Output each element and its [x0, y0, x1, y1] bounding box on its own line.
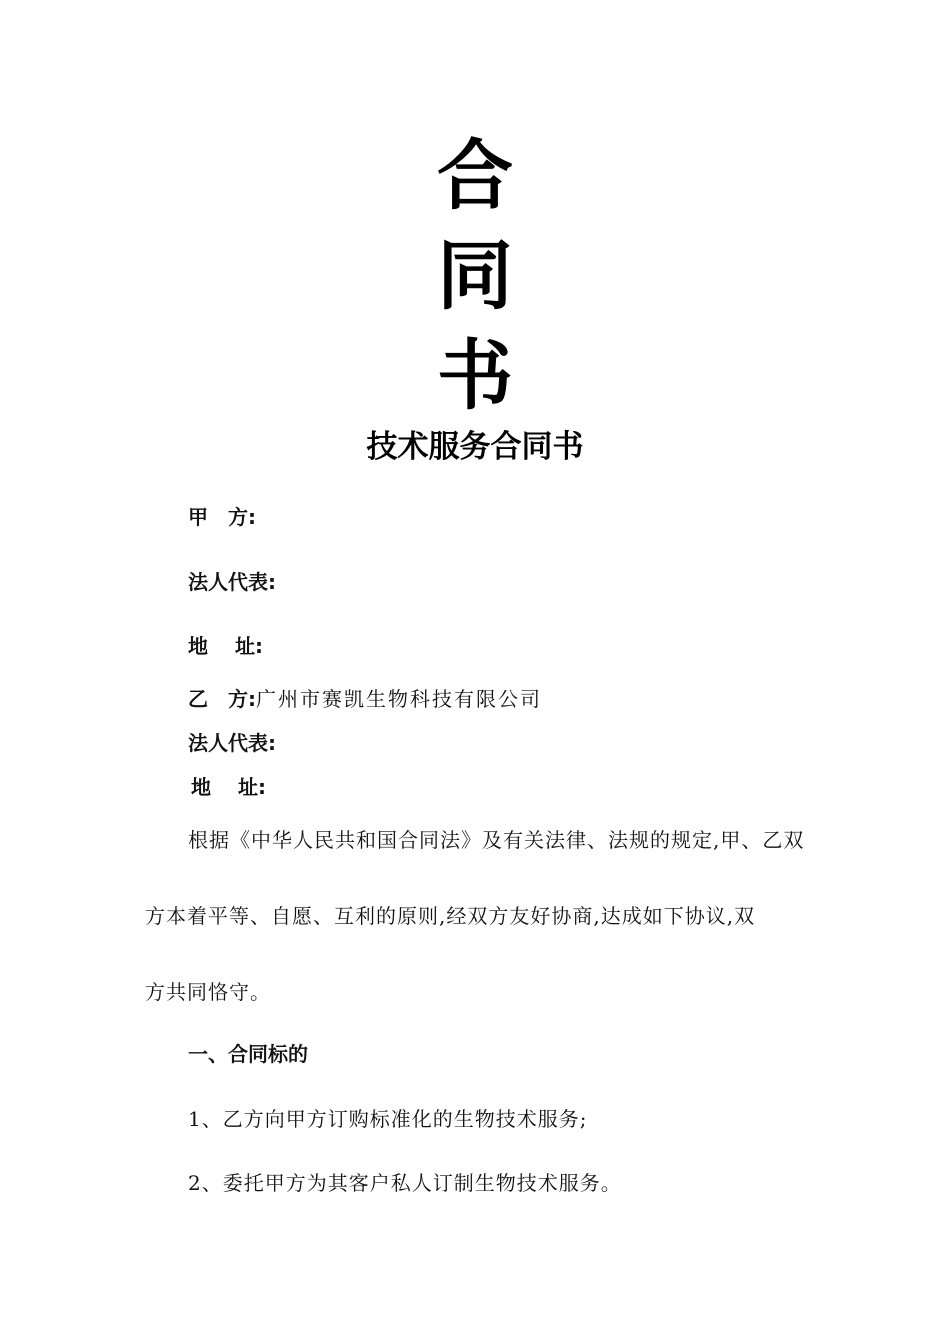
preamble-line-3: 方共同恪守。 [145, 980, 271, 1004]
section-1-heading: 一、合同标的 [188, 1042, 308, 1066]
party-b-rep-field [188, 729, 276, 757]
party-a-address-field [188, 632, 263, 660]
title-char-3: 书 [437, 331, 513, 420]
preamble-line-2: 方本着平等、自愿、互利的原则,经双方友好协商,达成如下协议,双 [145, 904, 756, 928]
party-b-name-value: 广州市赛凯生物科技有限公司 [256, 687, 542, 711]
section-1-item-1: 1、乙方向甲方订购标准化的生物技术服务; [188, 1107, 588, 1131]
section-1-item-2: 2、委托甲方为其客户私人订制生物技术服务。 [188, 1171, 622, 1195]
contract-subtitle: 技术服务合同书 [366, 429, 584, 465]
title-char-1: 合 [437, 131, 513, 220]
party-a-address-label: 地 址: [188, 634, 263, 658]
party-b-name-field [188, 685, 542, 713]
party-a-name-label: 甲 方: [188, 505, 256, 529]
party-b-address-label: 地 址: [191, 775, 266, 799]
party-a-rep-field [188, 568, 276, 596]
party-a-name-field [188, 503, 256, 531]
party-b-address-field [191, 773, 266, 801]
party-b-name-label: 乙 方: [188, 687, 256, 711]
party-b-rep-label: 法人代表: [188, 731, 276, 755]
party-a-rep-label: 法人代表: [188, 570, 276, 594]
preamble-line-1: 根据《中华人民共和国合同法》及有关法律、法规的规定,甲、乙双 [188, 828, 805, 852]
title-char-2: 同 [437, 231, 513, 320]
